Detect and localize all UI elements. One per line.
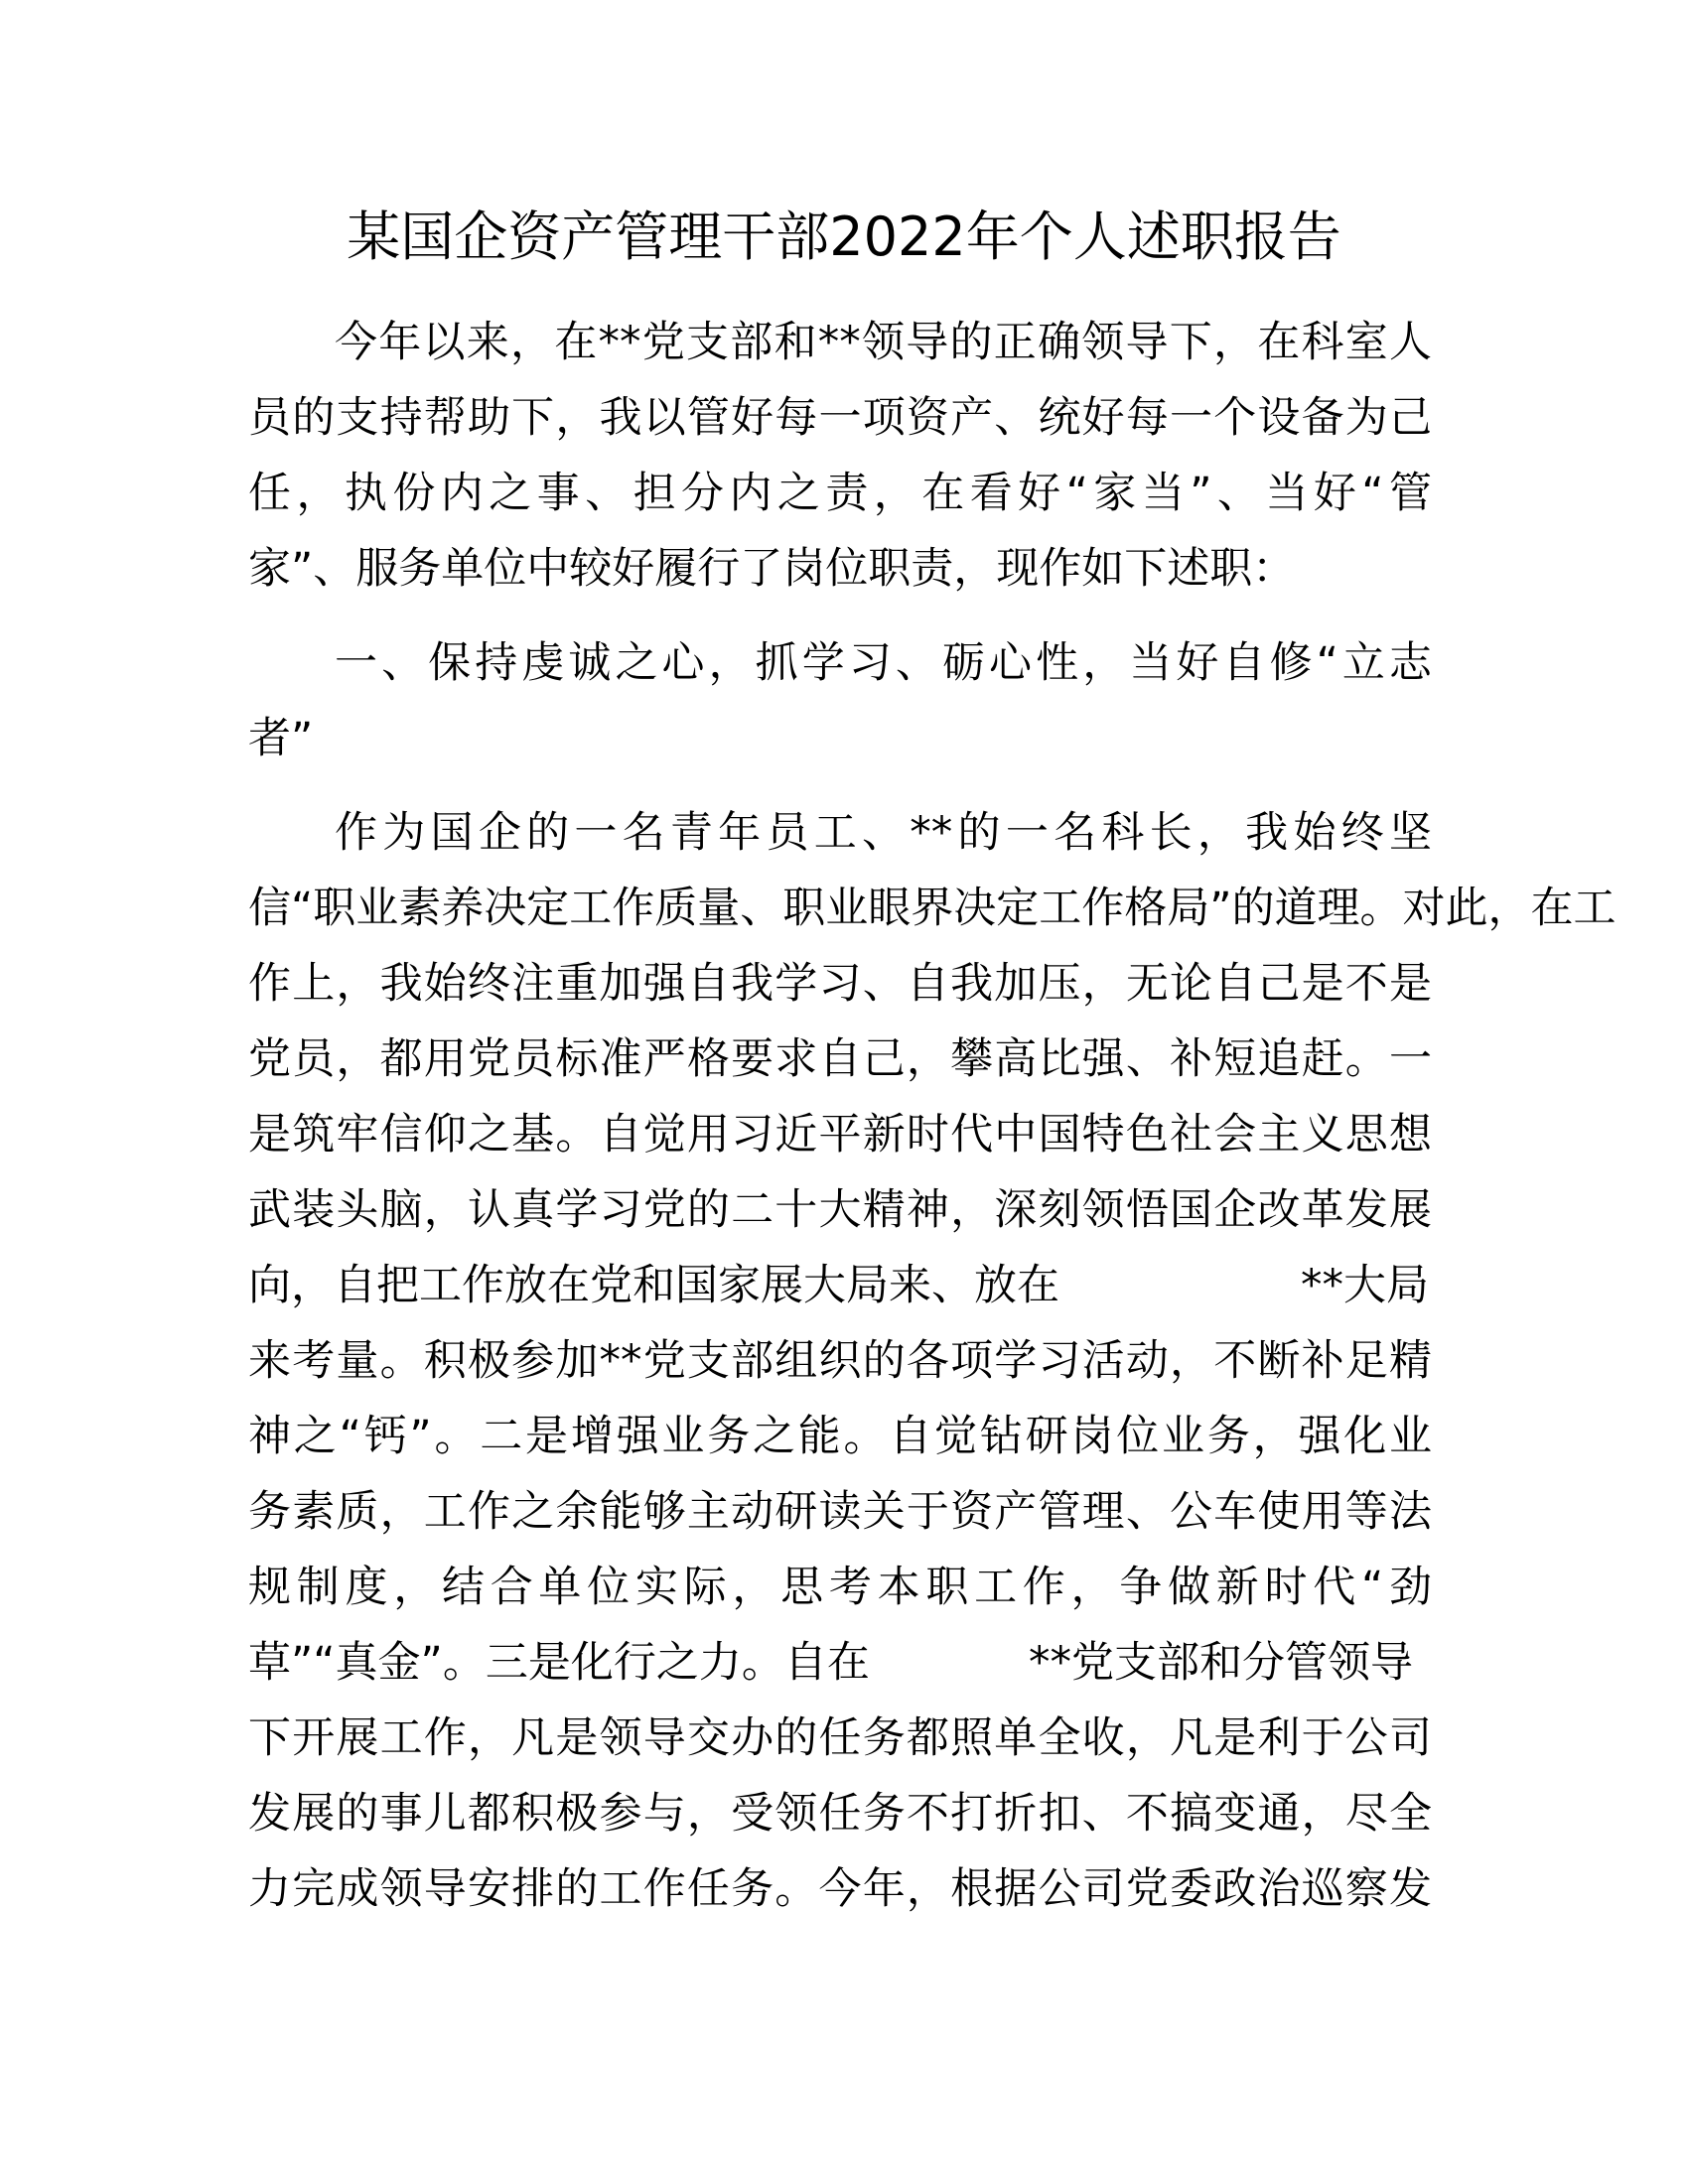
paragraph-line: 下开展工作，凡是领导交办的任务都照单全收，凡是利于公司 (248, 1713, 1432, 1763)
paragraph-line: 发展的事儿都积极参与，受领任务不打折扣、不搞变通，尽全 (248, 1789, 1432, 1839)
paragraph-line: 武装头脑，认真学习党的二十大精神，深刻领悟国企改革发展 (248, 1185, 1432, 1235)
paragraph-line: 作上，我始终注重加强自我学习、自我加压，无论自己是不是 (248, 959, 1432, 1009)
paragraph-line: 是筑牢信仰之基。自觉用习近平新时代中国特色社会主义思想 (248, 1110, 1432, 1160)
paragraph-line: 务素质，工作之余能够主动研读关于资产管理、公车使用等法 (248, 1487, 1432, 1537)
paragraph-line: 员的支持帮助下，我以管好每一项资产、统好每一个设备为己 (248, 393, 1432, 443)
paragraph-line: 信“职业素养决定工作质量、职业眼界决定工作格局”的道理。对此，在工 (248, 884, 1617, 933)
paragraph-line-fragment: **大局 (1301, 1261, 1429, 1310)
paragraph-line: 规制度，结合单位实际，思考本职工作，争做新时代“劲 (248, 1563, 1432, 1612)
paragraph-line: 力完成领导安排的工作任务。今年，根据公司党委政治巡察发 (248, 1864, 1432, 1914)
paragraph-line: 作为国企的一名青年员工、**的一名科长，我始终坚 (335, 808, 1432, 858)
paragraph-line: 神之“钙”。二是增强业务之能。自觉钻研岗位业务，强化业 (248, 1412, 1432, 1461)
document-title: 某国企资产管理干部2022年个人述职报告 (347, 205, 1341, 268)
paragraph-line: 来考量。积极参加**党支部组织的各项学习活动，不断补足精 (248, 1336, 1432, 1386)
paragraph-line: 草”“真金”。三是化行之力。自在 (248, 1638, 870, 1688)
paragraph-line-fragment: **党支部和分管领导 (1029, 1638, 1413, 1688)
paragraph-line: 向，自把工作放在党和国家展大局来、放在 (248, 1261, 1059, 1310)
paragraph-line: 家”、服务单位中较好履行了岗位职责，现作如下述职： (248, 544, 1296, 594)
paragraph-line: 今年以来，在**党支部和**领导的正确领导下，在科室人 (335, 318, 1432, 367)
section-heading-line: 者” (248, 714, 314, 763)
section-heading-line: 一、保持虔诚之心，抓学习、砺心性，当好自修“立志 (335, 638, 1432, 688)
paragraph-line: 任，执份内之事、担分内之责，在看好“家当”、当好“管 (248, 469, 1432, 518)
paragraph-line: 党员，都用党员标准严格要求自己，攀高比强、补短追赶。一 (248, 1034, 1432, 1084)
